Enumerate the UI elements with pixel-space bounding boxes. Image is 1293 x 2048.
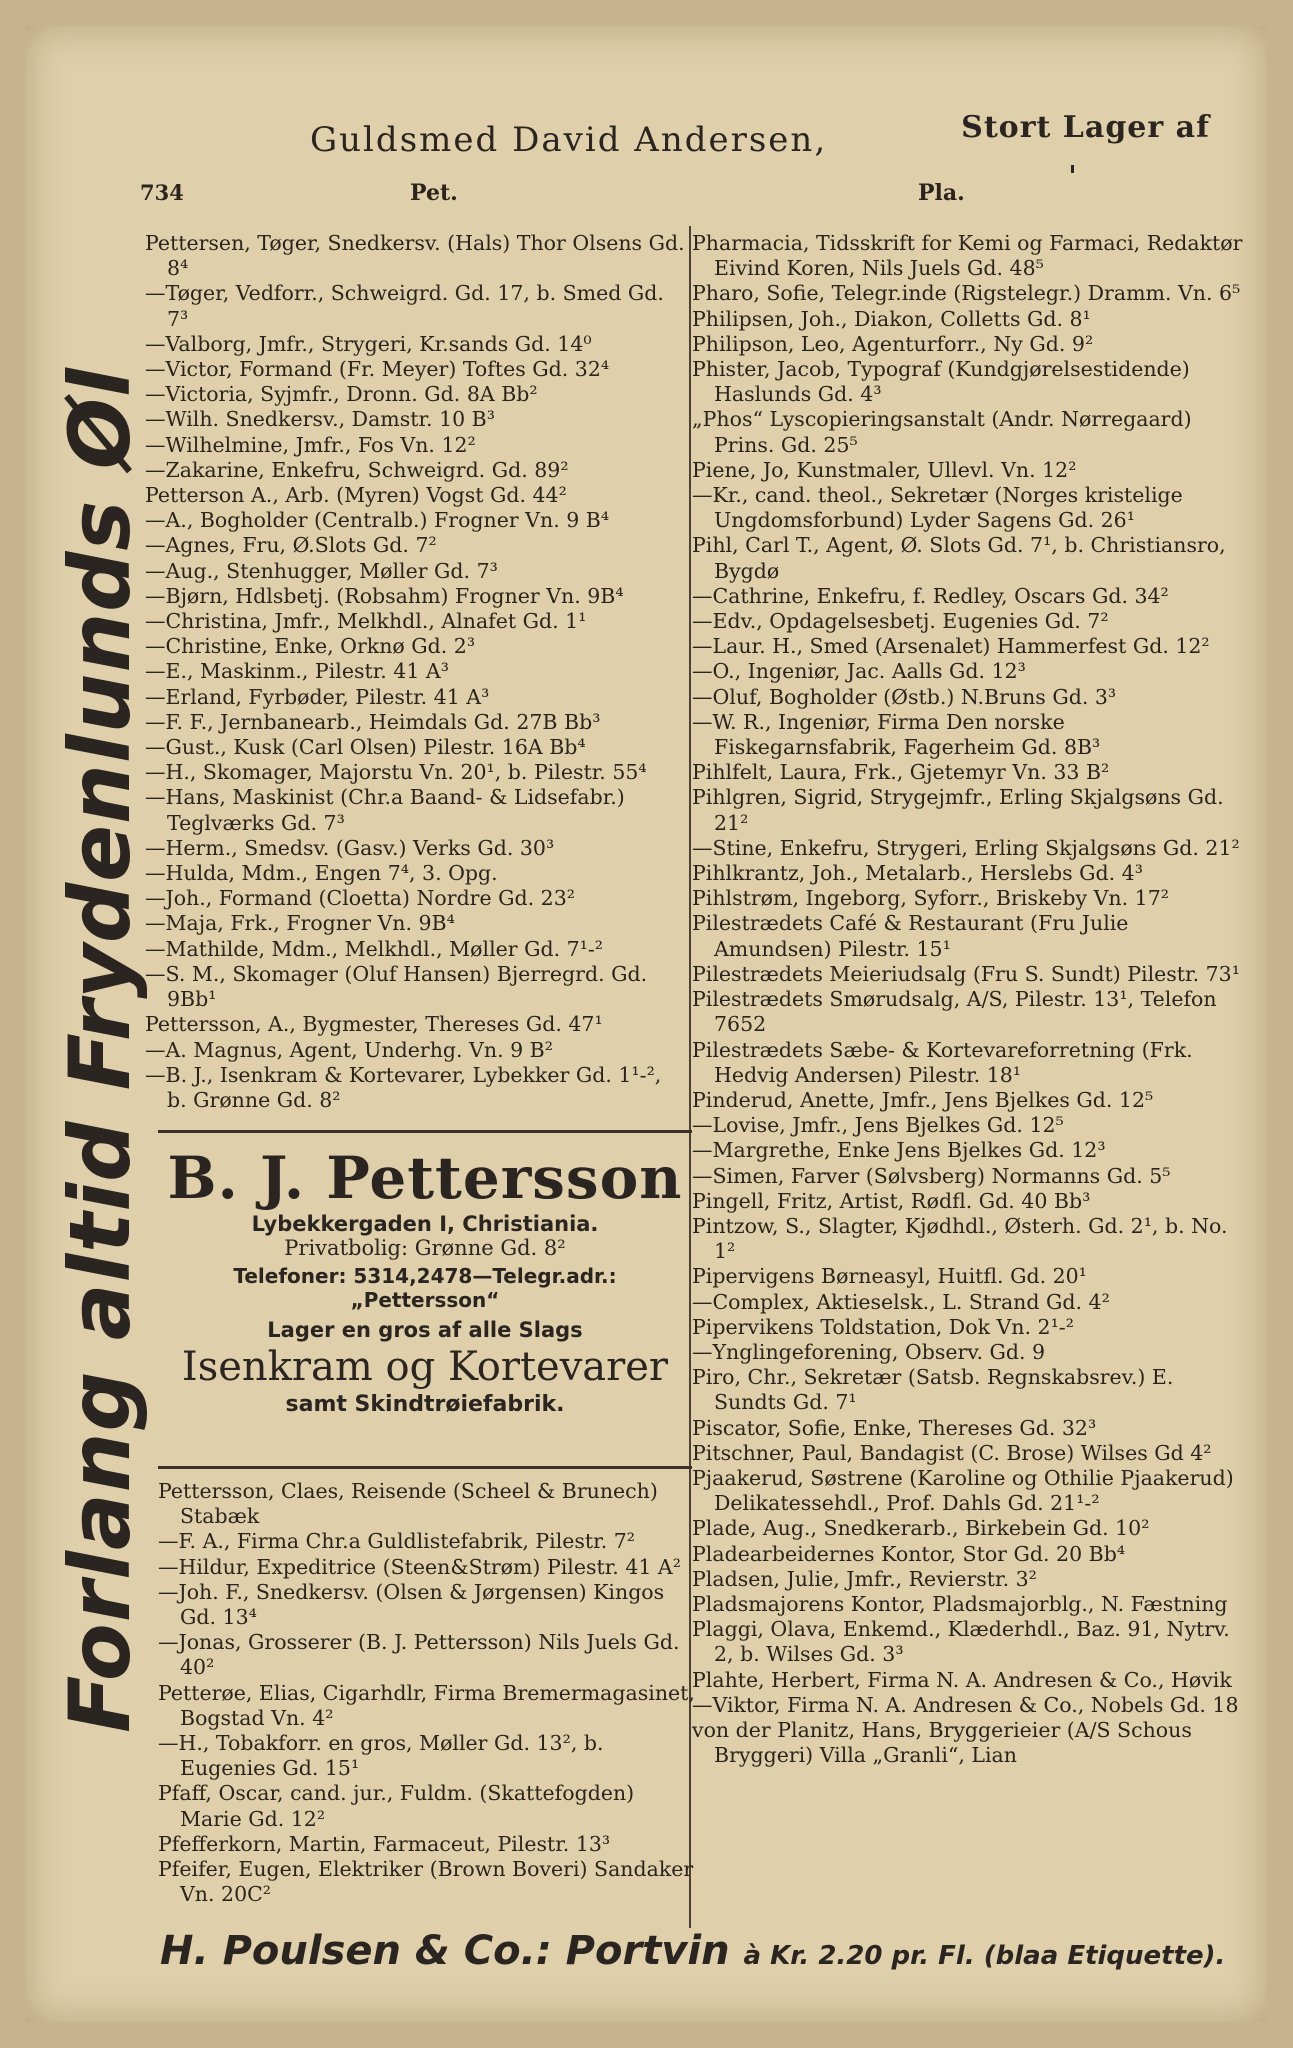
directory-entry: —Joh., Formand (Cloetta) Nordre Gd. 23² — [145, 886, 575, 911]
ad-private: Privatbolig: Grønne Gd. 8² — [284, 1236, 566, 1260]
directory-entry: Pihlkrantz, Joh., Metalarb., Herslebs Gd. 4³ — [692, 861, 1143, 886]
directory-entry: Piscator, Sofie, Enke, Thereses Gd. 32³ — [692, 1415, 1097, 1440]
ad-products: Isenkram og Kortevarer — [181, 1344, 669, 1390]
directory-entry: Pihlgren, Sigrid, Strygejmfr., Erling Skjalgsøns Gd. 21² — [692, 785, 1224, 835]
directory-entry: —W. R., Ingeniør, Firma Den norske Fiskegarnsfabrik, Fagerheim Gd. 8B³ — [692, 709, 1101, 760]
directory-entry: —Laur. H., Smed (Arsenalet) Hammerfest Gd. 12² — [692, 634, 1210, 659]
header-title-right: Stort Lager af — [961, 110, 1210, 145]
directory-entry: —Wilhelmine, Jmfr., Fos Vn. 12² — [145, 432, 476, 457]
directory-entry: —Edv., Opdagelsesbetj. Eugenies Gd. 7² — [692, 609, 1109, 634]
ad-address: Lybekkergaden I, Christiania. — [251, 1212, 599, 1236]
directory-entry: —E., Maskinm., Pilestr. 41 A³ — [145, 659, 449, 684]
directory-entry: Pladsen, Julie, Jmfr., Revierstr. 3² — [692, 1566, 1037, 1591]
directory-entry: Plaggi, Olava, Enkemd., Klæderhdl., Baz. 91, Nytrv. 2, b. Wilses Gd. 3³ — [692, 1617, 1230, 1667]
directory-entry: —O., Ingeniør, Jac. Aalls Gd. 12³ — [692, 659, 1026, 684]
directory-entry: Pladsmajorens Kontor, Pladsmajorblg., N. Fæstning — [692, 1591, 1228, 1616]
directory-entry: —Ynglingeforening, Observ. Gd. 9 — [692, 1339, 1046, 1364]
directory-entry: Pihlstrøm, Ingeborg, Syforr., Briskeby Vn. 17² — [692, 886, 1169, 911]
directory-entry: —Gust., Kusk (Carl Olsen) Pilestr. 16A Bb⁴ — [145, 735, 586, 760]
directory-entry: —Christine, Enke, Orknø Gd. 2³ — [145, 634, 476, 659]
directory-entry: —Bjørn, Hdlsbetj. (Robsahm) Frogner Vn. 9B⁴ — [145, 583, 624, 608]
directory-entry: —H., Skomager, Majorstu Vn. 20¹, b. Pilestr. 55⁴ — [145, 760, 647, 785]
directory-entry: —Kr., cand. theol., Sekretær (Norges kristelige Ungdomsforbund) Lyder Sagens Gd. 26¹ — [692, 483, 1183, 533]
directory-entry: Pihl, Carl T., Agent, Ø. Slots Gd. 7¹, b. Christiansro, Bygdø — [692, 533, 1226, 583]
directory-entry: —Herm., Smedsv. (Gasv.) Verks Gd. 30³ — [145, 835, 555, 860]
directory-entry: —Agnes, Fru, Ø.Slots Gd. 7² — [145, 533, 437, 558]
directory-entry: „Phos“ Lyscopieringsanstalt (Andr. Nørregaard) Prins. Gd. 25⁵ — [692, 407, 1192, 457]
directory-entry: —Aug., Stenhugger, Møller Gd. 7³ — [145, 558, 498, 583]
directory-entry: —Erland, Fyrbøder, Pilestr. 41 A³ — [145, 684, 490, 709]
directory-entry: —Wilh. Snedkersv., Damstr. 10 B³ — [145, 407, 495, 432]
directory-entry: Piene, Jo, Kunstmaler, Ullevl. Vn. 12² — [692, 457, 1077, 482]
left-column — [145, 231, 685, 1113]
directory-entry: von der Planitz, Hans, Bryggerieier (A/S Schous Bryggeri) Villa „Granli“, Lian — [692, 1717, 1192, 1768]
directory-entry: Pettersson, Claes, Reisende (Scheel & Brunech) Stabæk — [158, 1479, 658, 1529]
footer-advert — [160, 1928, 1260, 1974]
directory-entry: —Victoria, Syjmfr., Dronn. Gd. 8A Bb² — [145, 382, 538, 407]
directory-entry: Pilestrædets Meieriudsalg (Fru S. Sundt) Pilestr. 73¹ — [692, 961, 1240, 986]
sideways-advert — [40, 210, 160, 1890]
footer-main: H. Poulsen & Co.: Portvin — [160, 1928, 730, 1974]
directory-entry: Pfeifer, Eugen, Elektriker (Brown Boveri) Sandaker Vn. 20C² — [158, 1857, 694, 1907]
directory-entry: Plade, Aug., Snedkerarb., Birkebein Gd. 10² — [692, 1516, 1150, 1541]
directory-entry: Pettersen, Tøger, Snedkersv. (Hals) Thor Olsens Gd. 8⁴ — [145, 231, 685, 281]
directory-entry: —A., Bogholder (Centralb.) Frogner Vn. 9 B⁴ — [145, 508, 610, 533]
directory-entry: —Hans, Maskinist (Chr.a Baand- & Lidsefabr.) Teglværks Gd. 7³ — [145, 785, 625, 835]
directory-entry: Plahte, Herbert, Firma N. A. Andresen & Co., Høvik — [692, 1667, 1232, 1692]
directory-entry: Petterson A., Arb. (Myren) Vogst Gd. 44² — [145, 483, 567, 508]
footer-price: à Kr. 2.20 pr. Fl. (blaa Etiquette). — [743, 1941, 1226, 1971]
page-header — [310, 110, 1210, 170]
left-column-lower — [158, 1479, 698, 1907]
directory-entry: Pipervikens Toldstation, Dok Vn. 2¹-² — [692, 1314, 1074, 1339]
ad-name: B. J. Pettersson — [167, 1144, 683, 1212]
directory-entry: —Valborg, Jmfr., Strygeri, Kr.sands Gd. 14⁰ — [145, 331, 592, 356]
directory-entry: Pfefferkorn, Martin, Farmaceut, Pilestr. 13³ — [158, 1831, 611, 1856]
directory-entry: —S. M., Skomager (Oluf Hansen) Bjerregrd. Gd. 9Bb¹ — [145, 961, 648, 1012]
directory-entry: —Cathrine, Enkefru, f. Redley, Oscars Gd. 34² — [692, 583, 1169, 608]
directory-entry: —Mathilde, Mdm., Melkhdl., Møller Gd. 7¹-² — [145, 936, 604, 961]
sideways-advert-text: Forlang altid Frydenlunds Øl — [51, 367, 149, 1733]
directory-entry: —A. Magnus, Agent, Underhg. Vn. 9 B² — [145, 1037, 553, 1062]
directory-entry: Pilestrædets Café & Restaurant (Fru Julie Amundsen) Pilestr. 15¹ — [692, 911, 1129, 961]
directory-entry: Philipson, Leo, Agenturforr., Ny Gd. 9² — [692, 331, 1094, 356]
directory-entry: —Hulda, Mdm., Engen 7⁴, 3. Opg. — [145, 861, 498, 886]
directory-entry: Pilestrædets Sæbe- & Kortevareforretning (Frk. Hedvig Andersen) Pilestr. 18¹ — [692, 1037, 1193, 1087]
page-number: 734 — [140, 180, 184, 205]
ad-phones: Telefoner: 5314,2478—Telegr.adr.: „Pettersson“ — [233, 1264, 617, 1312]
pettersson-advert — [158, 1140, 692, 1464]
directory-entry: —Victor, Formand (Fr. Meyer) Toftes Gd. 32⁴ — [145, 357, 610, 382]
directory-entry: Petterøe, Elias, Cigarhdlr, Firma Bremermagasinet, Bogstad Vn. 4² — [158, 1680, 695, 1730]
directory-entry: Pfaff, Oscar, cand. jur., Fuldm. (Skattefogden) Marie Gd. 12² — [158, 1781, 635, 1831]
directory-entry: Pipervigens Børneasyl, Huitfl. Gd. 20¹ — [692, 1264, 1087, 1289]
directory-entry: Pinderud, Anette, Jmfr., Jens Bjelkes Gd. 12⁵ — [692, 1087, 1154, 1112]
directory-entry: —Stine, Enkefru, Strygeri, Erling Skjalgsøns Gd. 21² — [692, 835, 1240, 860]
ad-lager: Lager en gros af alle Slags — [267, 1318, 583, 1342]
directory-entry: —F. A., Firma Chr.a Guldlistefabrik, Pilestr. 7² — [158, 1529, 636, 1554]
directory-entry: —Maja, Frk., Frogner Vn. 9B⁴ — [145, 911, 455, 936]
directory-entry: —Joh. F., Snedkersv. (Olsen & Jørgensen) Kingos Gd. 13⁴ — [158, 1579, 665, 1630]
ad-top-rule — [158, 1130, 692, 1133]
directory-entry: Pitschner, Paul, Bandagist (C. Brose) Wilses Gd 4² — [692, 1440, 1212, 1465]
directory-entry: Philipsen, Joh., Diakon, Colletts Gd. 8¹ — [692, 306, 1091, 331]
directory-entry: Pjaakerud, Søstrene (Karoline og Othilie Pjaakerud) Delikatessehdl., Prof. Dahls Gd. 21¹-² — [692, 1465, 1234, 1516]
directory-entry: —Complex, Aktieselsk., L. Strand Gd. 4² — [692, 1289, 1110, 1314]
directory-entry: —F. F., Jernbanearb., Heimdals Gd. 27B Bb³ — [145, 709, 601, 734]
directory-entry: —B. J., Isenkram & Kortevarer, Lybekker Gd. 1¹-², b. Grønne Gd. 8² — [145, 1062, 662, 1112]
directory-entry: Pihlfelt, Laura, Frk., Gjetemyr Vn. 33 B² — [692, 760, 1110, 785]
directory-entry: —H., Tobakforr. en gros, Møller Gd. 13², b. Eugenies Gd. 15¹ — [158, 1731, 604, 1781]
directory-entry: —Tøger, Vedforr., Schweigrd. Gd. 17, b. Smed Gd. 7³ — [145, 281, 664, 331]
directory-entry: —Hildur, Expeditrice (Steen&Strøm) Pilestr. 41 A² — [158, 1554, 681, 1579]
print-mark — [1071, 165, 1074, 173]
right-index-key: Pla. — [918, 180, 965, 206]
directory-entry: —Simen, Farver (Sølvsberg) Normanns Gd. 5⁵ — [692, 1163, 1171, 1188]
directory-entry: —Margrethe, Enke Jens Bjelkes Gd. 12³ — [692, 1138, 1106, 1163]
right-column — [692, 231, 1247, 1768]
directory-entry: Pharo, Sofie, Telegr.inde (Rigstelegr.) Dramm. Vn. 6⁵ — [692, 281, 1241, 306]
left-index-key: Pet. — [410, 180, 458, 206]
directory-entry: Pettersson, A., Bygmester, Thereses Gd. 47¹ — [145, 1012, 603, 1037]
directory-entry: Pintzow, S., Slagter, Kjødhdl., Østerh. Gd. 2¹, b. No. 1² — [692, 1213, 1228, 1264]
directory-entry: —Lovise, Jmfr., Jens Bjelkes Gd. 12⁵ — [692, 1113, 1064, 1138]
directory-entry: Pilestrædets Smørudsalg, A/S, Pilestr. 13¹, Telefon 7652 — [692, 987, 1217, 1037]
ad-bottom-rule — [158, 1466, 692, 1469]
directory-entry: —Viktor, Firma N. A. Andresen & Co., Nobels Gd. 18 — [692, 1692, 1239, 1717]
directory-entry: —Zakarine, Enkefru, Schweigrd. Gd. 89² — [145, 457, 569, 482]
directory-entry: Pingell, Fritz, Artist, Rødfl. Gd. 40 Bb³ — [692, 1188, 1091, 1213]
ad-samt: samt Skindtrøiefabrik. — [285, 1392, 565, 1417]
directory-entry: Phister, Jacob, Typograf (Kundgjørelsestidende) Haslunds Gd. 4³ — [692, 357, 1190, 407]
directory-entry: —Oluf, Bogholder (Østb.) N.Bruns Gd. 3³ — [692, 684, 1117, 709]
directory-entry: Pharmacia, Tidsskrift for Kemi og Farmaci, Redaktør Eivind Koren, Nils Juels Gd. 48⁵ — [692, 231, 1243, 281]
directory-entry: Piro, Chr., Sekretær (Satsb. Regnskabsrev.) E. Sundts Gd. 7¹ — [692, 1365, 1174, 1415]
directory-entry: —Christina, Jmfr., Melkhdl., Alnafet Gd. 1¹ — [145, 609, 587, 634]
header-title: Guldsmed David Andersen, — [310, 120, 828, 160]
directory-entry: Pladearbeidernes Kontor, Stor Gd. 20 Bb⁴ — [692, 1541, 1126, 1566]
directory-entry: —Jonas, Grosserer (B. J. Pettersson) Nils Juels Gd. 40² — [158, 1630, 680, 1680]
